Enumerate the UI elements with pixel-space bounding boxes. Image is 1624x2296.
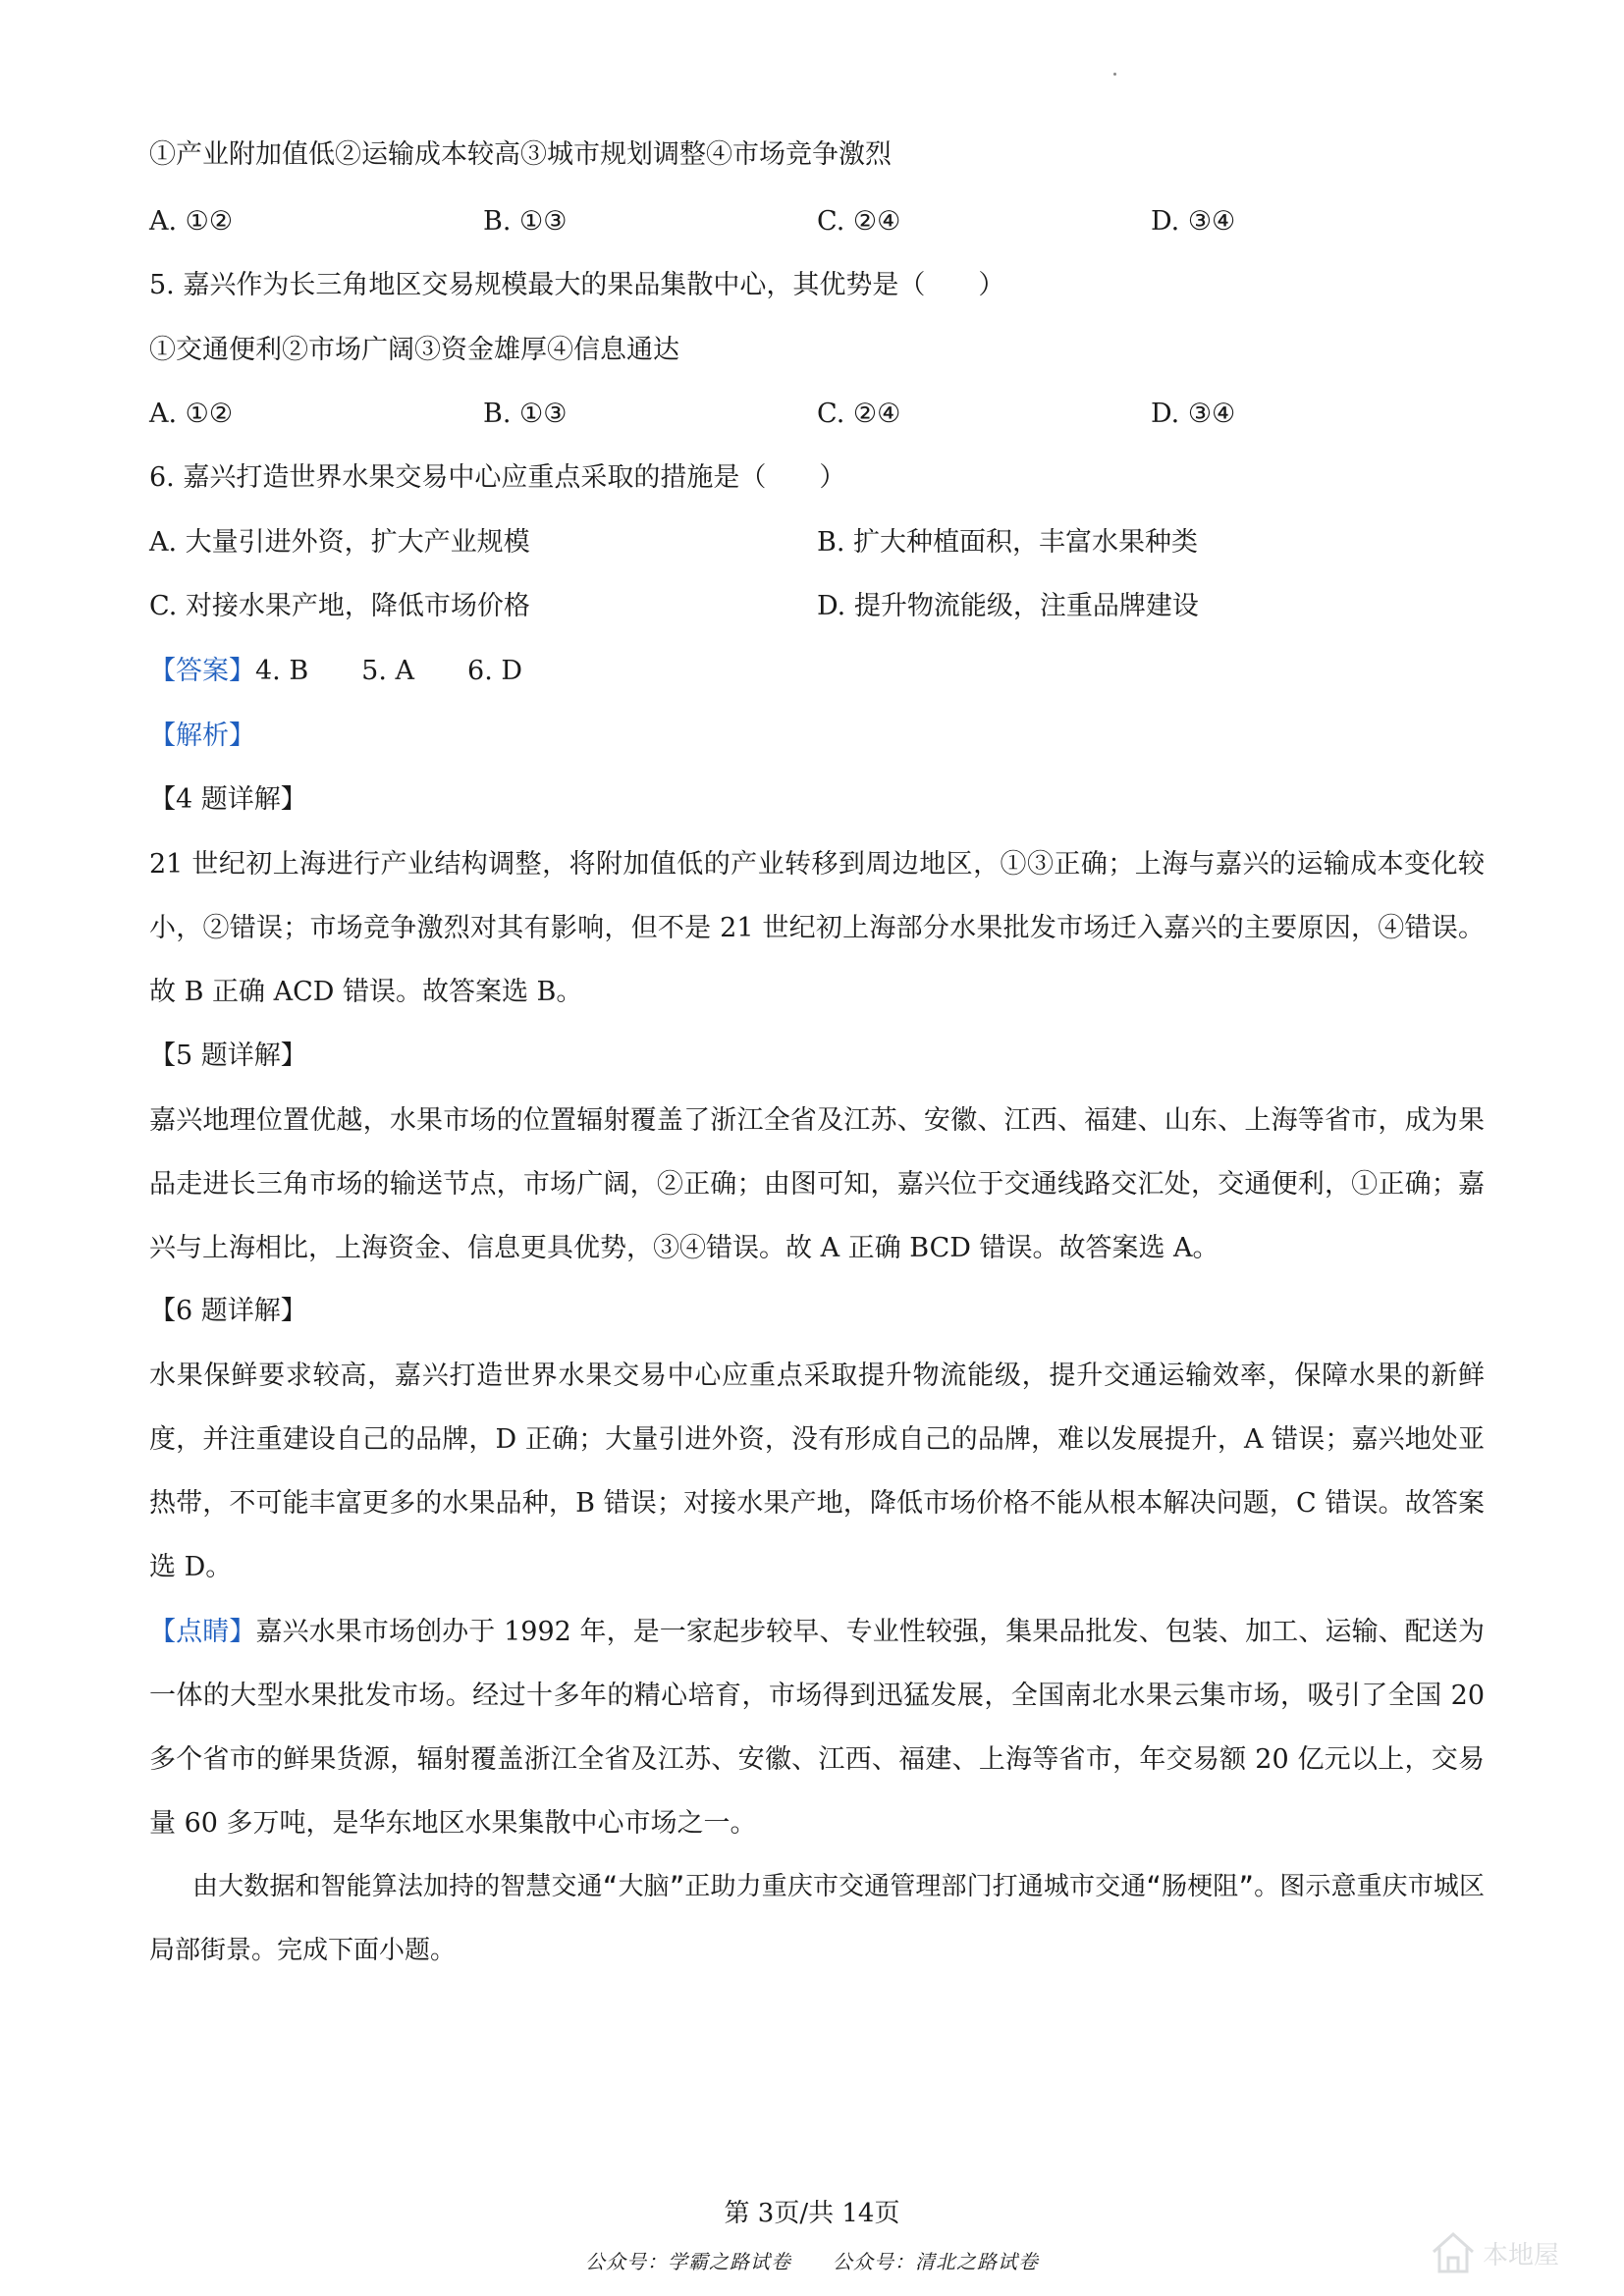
watermark-text: 本地屋: [1483, 2241, 1560, 2270]
q4-option-d: D. ③④: [1151, 206, 1236, 237]
answer-line: [149, 652, 1485, 691]
q6-options-row2: [149, 587, 1485, 626]
detail-6-label: 【6 题详解】: [149, 1296, 307, 1326]
detail-5-text: 嘉兴地理位置优越，水果市场的位置辐射覆盖了浙江全省及江苏、安徽、江西、福建、山东、上海等省市，成为果品走进长三角市场的输送节点，市场广阔，②正确；由图可知，嘉兴位于交通线路交汇处，交通便利，①正确；嘉兴与上海相比，上海资金、信息更具优势，③④错误。故 A 正确 BCD 错误。故答案选 A。: [149, 1105, 1485, 1263]
q6-option-b: B. 扩大种植面积，丰富水果种类: [817, 527, 1199, 558]
q5-statements: ①交通便利②市场广阔③资金雄厚④信息通达: [149, 335, 679, 365]
tip-paragraph: [149, 1600, 1485, 1855]
next-question-intro: 由大数据和智能算法加持的智慧交通“大脑”正助力重庆市交通管理部门打通城市交通“肠梗阻”。图示意重庆市城区局部街景。完成下面小题。: [149, 1872, 1485, 1965]
page-number: 第 3页/共 14页: [724, 2199, 900, 2228]
q4-option-b: B. ①③: [483, 206, 568, 237]
house-icon: [1434, 2234, 1473, 2271]
answer-text: 4. B 5. A 6. D: [255, 656, 523, 686]
q5-option-d: D. ③④: [1151, 399, 1236, 429]
footer-note: 公众号：学霸之路试卷 公众号：清北之路试卷: [585, 2250, 1039, 2273]
analysis-label: 【解析】: [149, 721, 255, 751]
q6-option-d: D. 提升物流能级，注重品牌建设: [817, 591, 1199, 621]
scan-speck: [1113, 73, 1116, 76]
q6-options-row1: [149, 523, 1485, 562]
q4-option-c: C. ②④: [817, 206, 901, 237]
q5-option-b: B. ①③: [483, 399, 568, 429]
tip-label: 【点睛】: [149, 1617, 256, 1647]
q5-options: [149, 395, 1485, 434]
tip-text: 嘉兴水果市场创办于 1992 年，是一家起步较早、专业性较强，集果品批发、包装、加工、运输、配送为一体的大型水果批发市场。经过十多年的精心培育，市场得到迅猛发展，全国南北水果云集市场，吸引了全国 20 多个省市的鲜果货源，辐射覆盖浙江全省及江苏、安徽、江西、福建、上海等省市，年交易额 20 亿元以上，交易量 60 多万吨，是华东地区水果集散中心市场之一。: [149, 1617, 1485, 1839]
q6-stem: 6. 嘉兴打造世界水果交易中心应重点采取的措施是（ ）: [149, 462, 846, 493]
q5-option-c: C. ②④: [817, 399, 901, 429]
q6-option-c: C. 对接水果产地，降低市场价格: [149, 591, 530, 621]
detail-6-text: 水果保鲜要求较高，嘉兴打造世界水果交易中心应重点采取提升物流能级，提升交通运输效率，保障水果的新鲜度，并注重建设自己的品牌，D 正确；大量引进外资，没有形成自己的品牌，难以发展提升，A 错误；嘉兴地处亚热带，不可能丰富更多的水果品种，B 错误；对接水果产地，降低市场价格不能从根本解决问题，C 错误。故答案选 D。: [149, 1361, 1485, 1582]
detail-5-label: 【5 题详解】: [149, 1041, 307, 1071]
answer-label: 【答案】: [149, 656, 255, 686]
site-logo-watermark: [1428, 2222, 1595, 2281]
q6-option-a: A. 大量引进外资，扩大产业规模: [149, 527, 530, 558]
detail-4-text: 21 世纪初上海进行产业结构调整，将附加值低的产业转移到周边地区，①③正确；上海与嘉兴的运输成本变化较小，②错误；市场竞争激烈对其有影响，但不是 21 世纪初上海部分水果批发市场迁入嘉兴的主要原因，④错误。故 B 正确 ACD 错误。故答案选 B。: [149, 849, 1485, 1007]
q5-stem: 5. 嘉兴作为长三角地区交易规模最大的果品集散中心，其优势是（ ）: [149, 270, 1005, 300]
detail-4-label: 【4 题详解】: [149, 784, 307, 815]
q4-option-a: A. ①②: [149, 206, 234, 237]
q4-statements: ①产业附加值低②运输成本较高③城市规划调整④市场竞争激烈: [149, 139, 892, 170]
q4-options: [149, 202, 1485, 241]
q5-option-a: A. ①②: [149, 399, 234, 429]
